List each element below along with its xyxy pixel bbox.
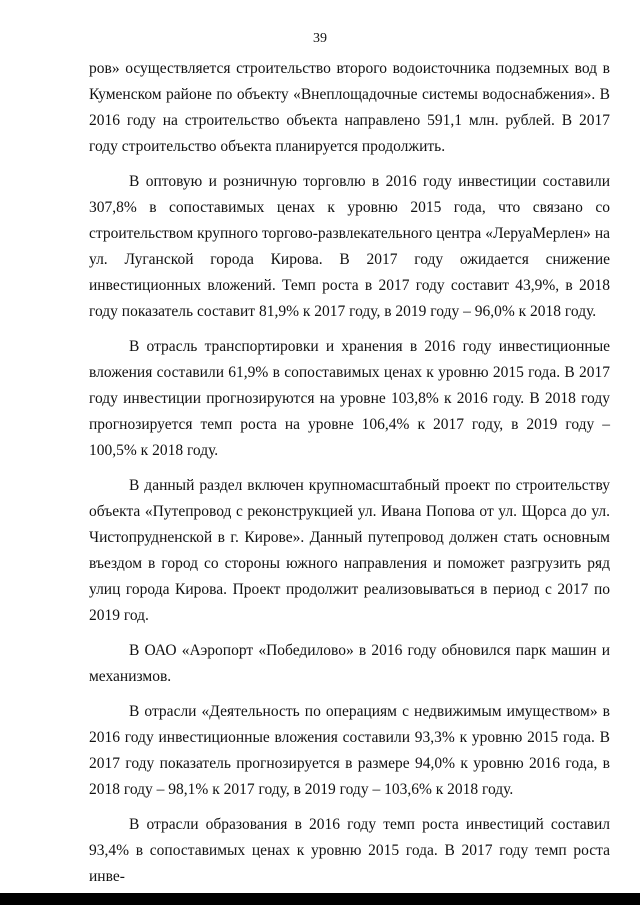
body-text: [89, 56, 610, 899]
scan-bottom-border: [0, 893, 640, 905]
paragraph-retail-trade: В оптовую и розничную торговлю в 2016 году инвестиции составили 307,8% в сопоставимых ценах к уровню 2015 года, что связано со строительством крупного торгово-развлекательного центра «ЛеруаМерлен» на ул. Луганской города Кирова. В 2017 году ожидается снижение инвестиционных вложений. Темп роста в 2017 году составит 43,9%, в 2018 году показатель составит 81,9% к 2017 году, в 2019 году – 96,0% к 2018 году.: [89, 173, 610, 320]
paragraph-education: В отрасли образования в 2016 году темп роста инвестиций составил 93,4% в сопоставимых ценах к уровню 2015 года. В 2017 году темп роста инве-: [89, 816, 610, 885]
paragraph-continuation: ров» осуществляется строительство второго водоисточника подземных вод в Куменском районе по объекту «Внеплощадочные системы водоснабжения». В 2016 году на строительство объекта направлено 591,1 млн. рублей. В 2017 году строительство объекта планируется продолжить.: [89, 60, 610, 155]
paragraph-transport-storage: В отрасль транспортировки и хранения в 2016 году инвестиционные вложения составили 61,9% в сопоставимых ценах к уровню 2015 года. В 2017 году инвестиции прогнозируются на уровне 103,8% к 2016 году. В 2018 году прогнозируется темп роста на уровне 106,4% к 2017 году, в 2019 году – 100,5% к 2018 году.: [89, 338, 610, 459]
paragraph-airport: В ОАО «Аэропорт «Победилово» в 2016 году обновился парк машин и механизмов.: [89, 642, 610, 685]
paragraph-overpass-project: В данный раздел включен крупномасштабный проект по строительству объекта «Путепровод с реконструкцией ул. Ивана Попова от ул. Щорса до ул. Чистопрудненской в г. Кирове». Данный путепровод должен стать основным въездом в город со стороны южного направления и поможет разгрузить ряд улиц города Кирова. Проект продолжит реализовываться в период с 2017 по 2019 год.: [89, 477, 610, 624]
page-number: 39: [313, 31, 327, 46]
paragraph-real-estate: В отрасли «Деятельность по операциям с недвижимым имуществом» в 2016 году инвестиционные вложения составили 93,3% к уровню 2015 года. В 2017 году показатель прогнозируется в размере 94,0% к уровню 2016 года, в 2018 году – 98,1% к 2017 году, в 2019 году – 103,6% к 2018 году.: [89, 703, 610, 798]
